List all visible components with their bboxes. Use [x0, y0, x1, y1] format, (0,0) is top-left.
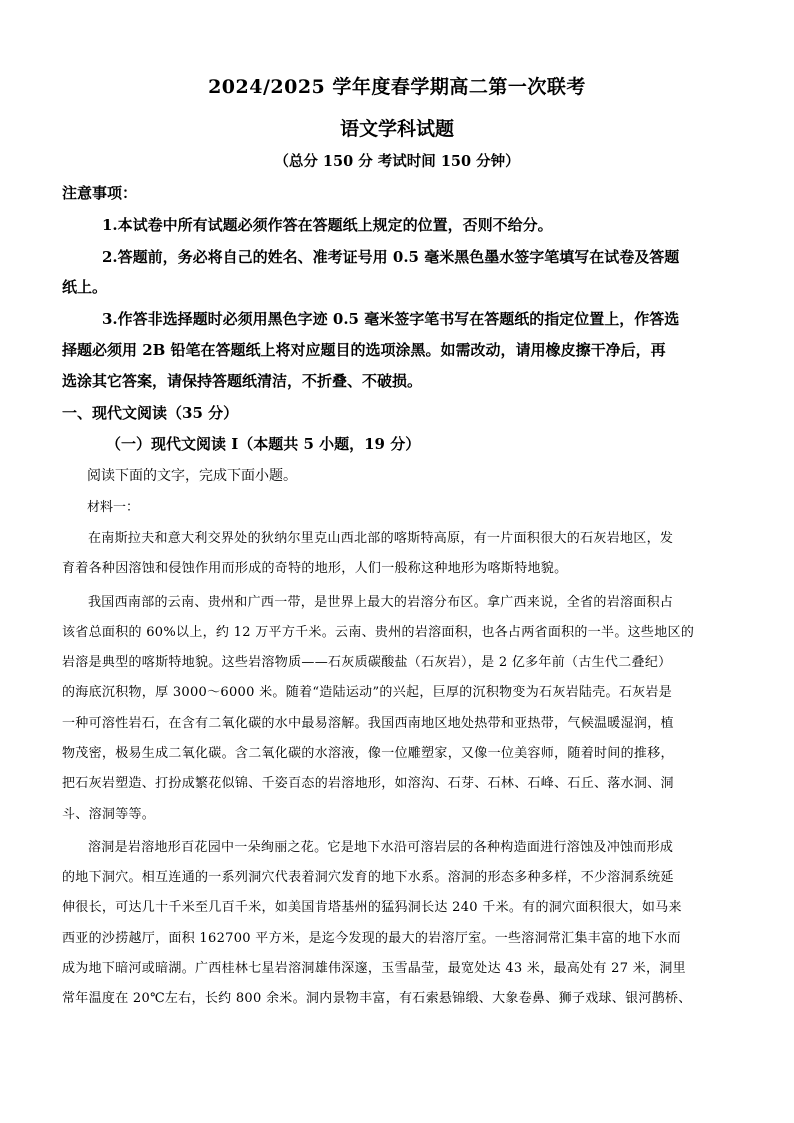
passage-line: 成为地下暗河或暗湖。广西桂林七星岩溶洞雄伟深邃，玉雪晶莹，最宽处达 43 米，最高处有 27 米，洞里 [62, 961, 686, 976]
notice-item-3-line-2: 择题必须用 2B 铅笔在答题纸上将对应题目的选项涂黑。如需改动，请用橡皮擦干净后，再 [62, 341, 666, 359]
reading-instruction: 阅读下面的文字，完成下面小题。 [87, 468, 297, 484]
notice-item-1: 1.本试卷中所有试题必须作答在答题纸上规定的位置，否则不给分。 [102, 216, 553, 234]
passage-line: 的地下洞穴。相互连通的一系列洞穴代表着洞穴发育的地下水系。溶洞的形态多种多样，不少溶洞系统延 [62, 870, 674, 885]
notice-item-2-line-1: 2.答题前，务必将自己的姓名、准考证号用 0.5 毫米黑色墨水签字笔填写在试卷及答题 [102, 248, 680, 266]
sub-section-heading: （一）现代文阅读 I（本题共 5 小题，19 分） [106, 435, 421, 453]
passage-line: 该省总面积的 60%以上，约 12 万平方千米。云南、贵州的岩溶面积，也各占两省面积的一半。这些地区的 [62, 625, 695, 640]
subject-title: 语文学科试题 [339, 118, 454, 140]
passage-line: 溶洞是岩溶地形百花园中一朵绚丽之花。它是地下水沿可溶岩层的各种构造面进行溶蚀及冲蚀而形成 [88, 840, 674, 855]
passage-line: 把石灰岩塑造、打扮成繁花似锦、千姿百态的岩溶地形，如溶沟、石芽、石林、石峰、石丘、落水洞、洞 [62, 776, 674, 791]
notice-item-2-line-2: 纸上。 [62, 278, 108, 296]
passage-line: 在南斯拉夫和意大利交界处的狄纳尔里克山西北部的喀斯特高原，有一片面积很大的石灰岩地区，发 [88, 531, 674, 546]
notice-item-3-line-1: 3.作答非选择题时必须用黑色字迹 0.5 毫米签字笔书写在答题纸的指定位置上，作答选 [102, 310, 680, 328]
passage-line: 西亚的沙捞越厅，面积 162700 平方米，是迄今发现的最大的岩溶厅室。一些溶洞常汇集丰富的地下水而 [62, 931, 681, 946]
passage-line: 一种可溶性岩石，在含有二氧化碳的水中最易溶解。我国西南地区地处热带和亚热带，气候温暖湿润，植 [62, 716, 674, 731]
material-label: 材料一： [87, 500, 140, 515]
notice-item-3-line-3: 选涂其它答案，请保持答题纸清洁，不折叠、不破损。 [62, 372, 423, 390]
exam-title: 2024/2025 学年度春学期高二第一次联考 [208, 76, 586, 98]
exam-info: （总分 150 分 考试时间 150 分钟） [274, 153, 520, 170]
passage-line: 物茂密，极易生成二氧化碳。含二氧化碳的水溶液，像一位雕塑家，又像一位美容师，随着时间的推移， [62, 746, 674, 761]
notice-heading: 注意事项： [62, 184, 138, 202]
section-heading: 一、现代文阅读（35 分） [62, 404, 239, 422]
passage-line: 育着各种因溶蚀和侵蚀作用而形成的奇特的地形，人们一般称这种地形为喀斯特地貌。 [62, 561, 568, 576]
passage-line: 的海底沉积物，厚 3000～6000 米。随着“造陆运动”的兴起，巨厚的沉积物变为石灰岩陆壳。石灰岩是 [62, 685, 673, 700]
passage-line: 斗、溶洞等等。 [62, 807, 156, 822]
passage-line: 岩溶是典型的喀斯特地貌。这些岩溶物质——石灰质碳酸盐（石灰岩），是 2 亿多年前（古生代二叠纪） [62, 655, 672, 670]
passage-line: 伸很长，可达几十千米至几百千米，如美国肯塔基州的猛犸洞长达 240 千米。有的洞穴面积很大，如马来 [62, 900, 682, 915]
passage-line: 我国西南部的云南、贵州和广西一带，是世界上最大的岩溶分布区。拿广西来说，全省的岩溶面积占 [88, 595, 674, 610]
passage-line: 常年温度在 20℃左右，长约 800 余米。洞内景物丰富，有石索悬锦缎、大象卷鼻、狮子戏球、银河鹊桥、 [62, 991, 692, 1006]
